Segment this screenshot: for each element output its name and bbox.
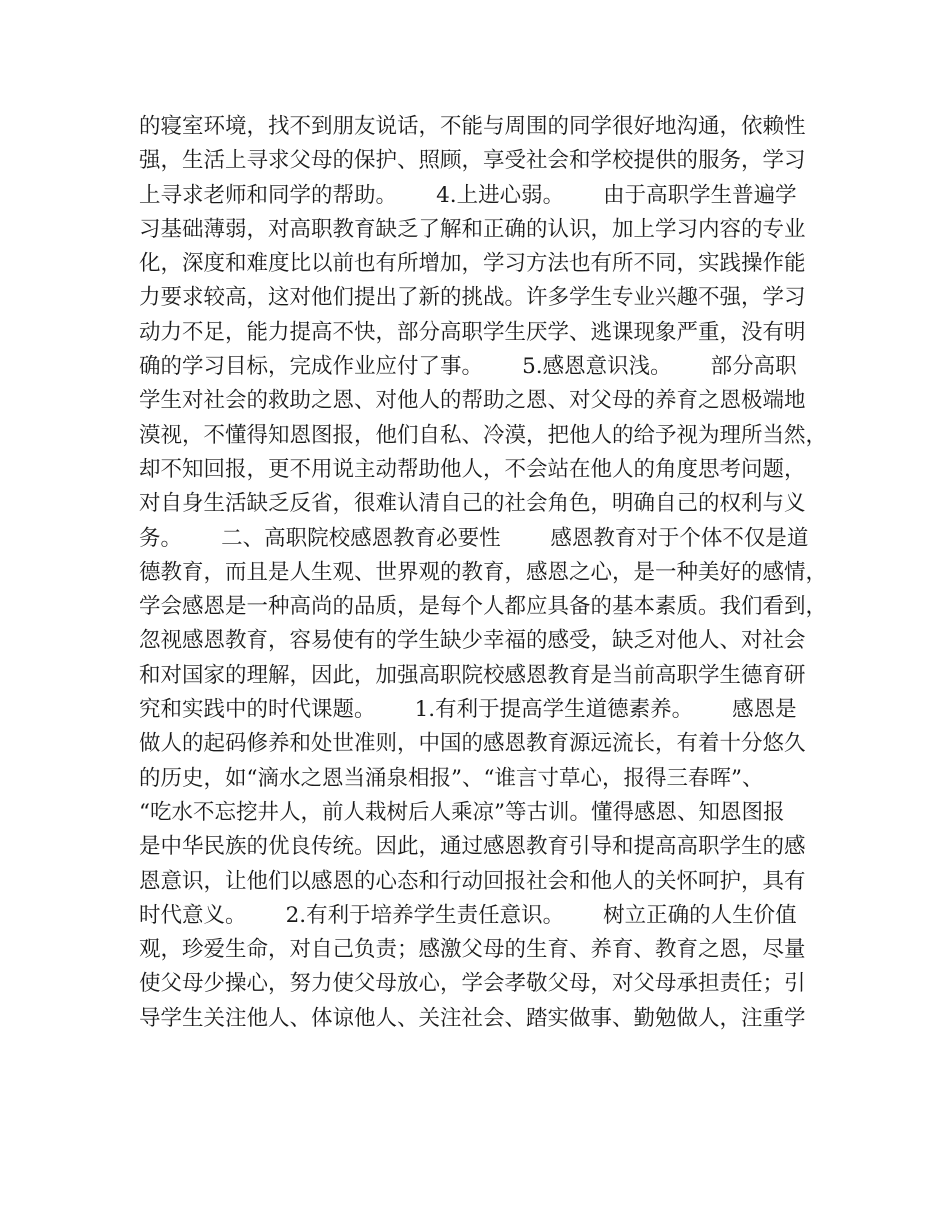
text-line-6: 力要求较高，这对他们提出了新的挑战。许多学生专业兴趣不强，学习 (139, 285, 806, 311)
text-line-18: 究和实践中的时代课题。 1.有利于提高学生道德素养。 感恩是 (139, 697, 797, 723)
text-line-25: 观，珍爱生命，对自己负责；感激父母的生育、养育、教育之恩，尽量 (139, 937, 806, 963)
text-line-4: 习基础薄弱，对高职教育缺乏了解和正确的认识，加上学习内容的专业 (139, 216, 806, 242)
text-line-14: 德教育，而且是人生观、世界观的教育，感恩之心，是一种美好的感情， (139, 559, 828, 585)
body-text (139, 110, 829, 1036)
text-line-23: 恩意识，让他们以感恩的心态和行动回报社会和他人的关怀呵护，具有 (139, 868, 806, 894)
text-line-5: 化，深度和难度比以前也有所增加，学习方法也有所不同，实践操作能 (139, 251, 806, 277)
text-line-15: 学会感恩是一种高尚的品质，是每个人都应具备的基本素质。我们看到， (139, 594, 828, 620)
text-line-12: 对自身生活缺乏反省，很难认清自己的社会角色，明确自己的权利与义 (139, 491, 806, 517)
text-line-10: 漠视，不懂得知恩图报，他们自私、冷漠，把他人的给予视为理所当然， (139, 422, 828, 448)
text-line-20: 的历史，如“滴水之恩当涌泉相报”、“谁言寸草心，报得三春晖”、 (139, 765, 764, 791)
text-line-3: 上寻求老师和同学的帮助。 4.上进心弱。 由于高职学生普遍学 (139, 182, 797, 208)
text-line-16: 忽视感恩教育，容易使有的学生缺少幸福的感受，缺乏对他人、对社会 (139, 628, 806, 654)
text-line-21: “吃水不忘挖井人，前人栽树后人乘凉”等古训。懂得感恩、知恩图报 (139, 799, 785, 825)
text-line-1: 的寝室环境，找不到朋友说话，不能与周围的同学很好地沟通，依赖性 (139, 114, 806, 139)
text-line-26: 使父母少操心，努力使父母放心，学会孝敬父母，对父母承担责任；引 (139, 971, 806, 997)
text-line-27: 导学生关注他人、体谅他人、关注社会、踏实做事、勤勉做人，注重学 (139, 1005, 806, 1031)
text-line-11: 却不知回报，更不用说主动帮助他人，不会站在他人的角度思考问题， (139, 456, 806, 482)
text-line-13: 务。 二、高职院校感恩教育必要性 感恩教育对于个体不仅是道 (139, 525, 809, 551)
text-line-24: 时代意义。 2.有利于培养学生责任意识。 树立正确的人生价值 (139, 902, 797, 928)
text-line-17: 和对国家的理解，因此，加强高职院校感恩教育是当前高职学生德育研 (139, 662, 806, 688)
text-line-8: 确的学习目标，完成作业应付了事。 5.感恩意识浅。 部分高职 (139, 354, 797, 380)
text-line-22: 是中华民族的优良传统。因此，通过感恩教育引导和提高高职学生的感 (139, 834, 806, 860)
text-line-19: 做人的起码修养和处世准则，中国的感恩教育源远流长，有着十分悠久 (139, 731, 806, 757)
text-line-7: 动力不足，能力提高不快，部分高职学生厌学、逃课现象严重，没有明 (139, 319, 806, 345)
text-line-2: 强，生活上寻求父母的保护、照顾，享受社会和学校提供的服务，学习 (139, 148, 806, 174)
text-line-9: 学生对社会的救助之恩、对他人的帮助之恩、对父母的养育之恩极端地 (139, 388, 806, 414)
